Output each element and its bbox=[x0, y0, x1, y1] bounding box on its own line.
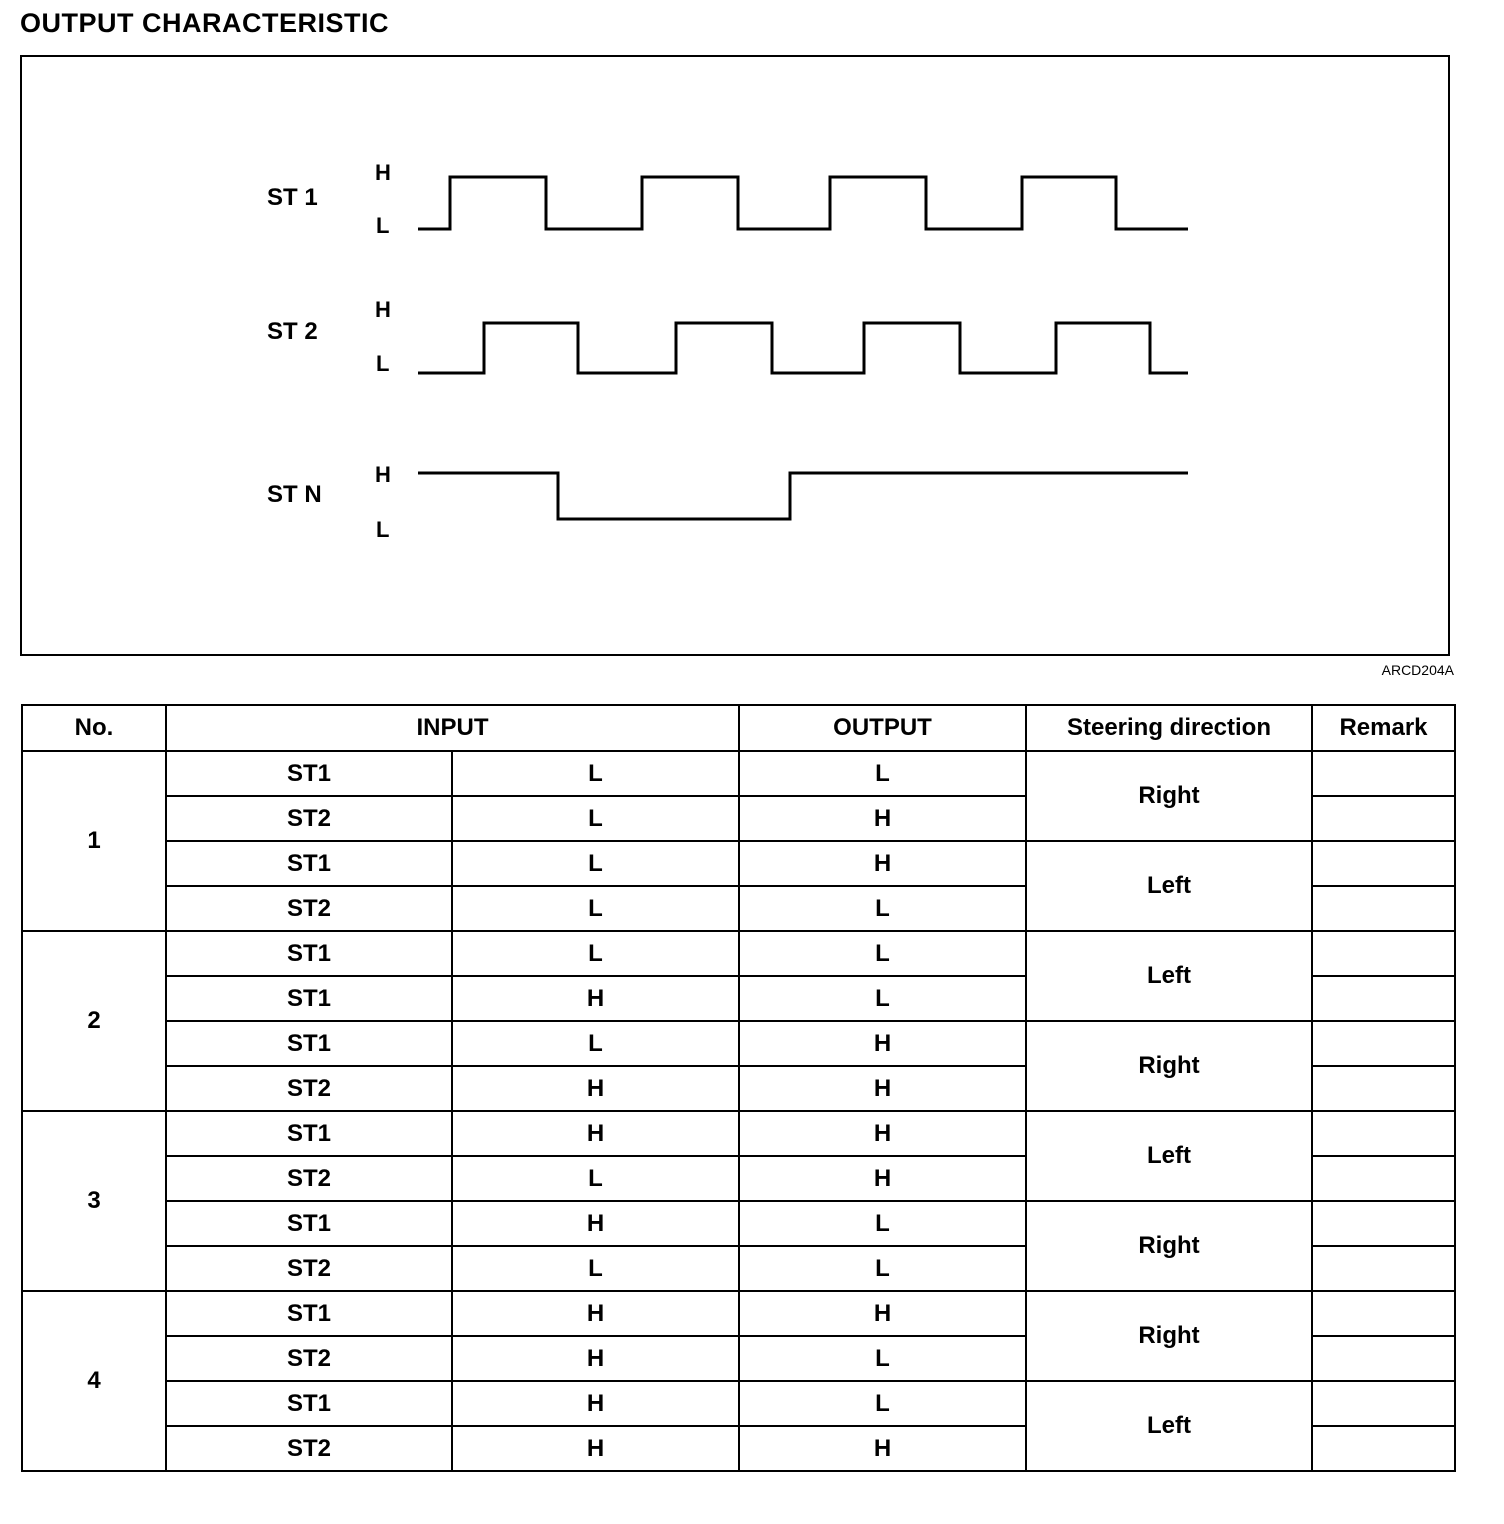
cell-output-level: H bbox=[739, 1066, 1026, 1111]
cell-signal: ST2 bbox=[166, 1336, 452, 1381]
cell-remark bbox=[1312, 1336, 1455, 1381]
cell-output-level: L bbox=[739, 751, 1026, 796]
header-steering-direction: Steering direction bbox=[1026, 705, 1312, 751]
table-row bbox=[22, 1201, 1455, 1246]
cell-remark bbox=[1312, 1381, 1455, 1426]
cell-output-level: L bbox=[739, 1381, 1026, 1426]
cell-input-level: L bbox=[452, 796, 739, 841]
header-output: OUTPUT bbox=[739, 705, 1026, 751]
cell-group-no: 3 bbox=[22, 1111, 166, 1291]
level-low-label: L bbox=[376, 517, 390, 542]
cell-output-level: H bbox=[739, 1111, 1026, 1156]
cell-remark bbox=[1312, 886, 1455, 931]
cell-input-level: H bbox=[452, 1336, 739, 1381]
cell-signal: ST1 bbox=[166, 931, 452, 976]
figure-code: ARCD204A bbox=[1381, 662, 1454, 678]
cell-input-level: L bbox=[452, 1156, 739, 1201]
table-row bbox=[22, 1381, 1455, 1426]
cell-signal: ST2 bbox=[166, 1426, 452, 1471]
cell-steering-direction: Left bbox=[1026, 1381, 1312, 1471]
table-body bbox=[22, 751, 1455, 1471]
cell-group-no: 1 bbox=[22, 751, 166, 931]
cell-signal: ST2 bbox=[166, 796, 452, 841]
cell-remark bbox=[1312, 1021, 1455, 1066]
cell-remark bbox=[1312, 751, 1455, 796]
cell-output-level: L bbox=[739, 1246, 1026, 1291]
cell-remark bbox=[1312, 1111, 1455, 1156]
cell-remark bbox=[1312, 796, 1455, 841]
page-title: OUTPUT CHARACTERISTIC bbox=[20, 8, 389, 38]
table-row bbox=[22, 841, 1455, 886]
cell-signal: ST2 bbox=[166, 1066, 452, 1111]
cell-output-level: H bbox=[739, 1426, 1026, 1471]
table-row bbox=[22, 1111, 1455, 1156]
cell-steering-direction: Left bbox=[1026, 931, 1312, 1021]
table-row bbox=[22, 1021, 1455, 1066]
cell-signal: ST1 bbox=[166, 1111, 452, 1156]
cell-remark bbox=[1312, 1246, 1455, 1291]
cell-signal: ST1 bbox=[166, 841, 452, 886]
cell-input-level: H bbox=[452, 1201, 739, 1246]
signal-waveform bbox=[418, 473, 1188, 519]
cell-output-level: L bbox=[739, 886, 1026, 931]
cell-output-level: H bbox=[739, 841, 1026, 886]
cell-group-no: 2 bbox=[22, 931, 166, 1111]
header-remark: Remark bbox=[1312, 705, 1455, 751]
cell-steering-direction: Right bbox=[1026, 1021, 1312, 1111]
cell-input-level: L bbox=[452, 886, 739, 931]
signal-name-label: ST 2 bbox=[267, 318, 318, 345]
cell-remark bbox=[1312, 1291, 1455, 1336]
header-input: INPUT bbox=[166, 705, 739, 751]
table-row bbox=[22, 931, 1455, 976]
table-header-row bbox=[22, 705, 1455, 751]
cell-input-level: L bbox=[452, 931, 739, 976]
cell-steering-direction: Right bbox=[1026, 1291, 1312, 1381]
signal-waveform bbox=[418, 323, 1188, 373]
cell-steering-direction: Left bbox=[1026, 841, 1312, 931]
cell-steering-direction: Left bbox=[1026, 1111, 1312, 1201]
cell-input-level: L bbox=[452, 1246, 739, 1291]
cell-remark bbox=[1312, 1066, 1455, 1111]
level-high-label: H bbox=[375, 297, 391, 322]
table-row bbox=[22, 751, 1455, 796]
cell-signal: ST1 bbox=[166, 1291, 452, 1336]
cell-signal: ST1 bbox=[166, 1201, 452, 1246]
level-high-label: H bbox=[375, 462, 391, 487]
cell-input-level: L bbox=[452, 841, 739, 886]
cell-signal: ST2 bbox=[166, 1246, 452, 1291]
cell-remark bbox=[1312, 841, 1455, 886]
signal-waveform bbox=[418, 177, 1188, 229]
cell-group-no: 4 bbox=[22, 1291, 166, 1471]
timing-diagram bbox=[20, 55, 1450, 656]
cell-remark bbox=[1312, 1426, 1455, 1471]
table-row bbox=[22, 1291, 1455, 1336]
level-high-label: H bbox=[375, 160, 391, 185]
cell-signal: ST1 bbox=[166, 976, 452, 1021]
cell-output-level: L bbox=[739, 931, 1026, 976]
cell-signal: ST2 bbox=[166, 886, 452, 931]
cell-input-level: H bbox=[452, 1066, 739, 1111]
cell-output-level: H bbox=[739, 1291, 1026, 1336]
cell-input-level: L bbox=[452, 1021, 739, 1066]
cell-remark bbox=[1312, 1156, 1455, 1201]
cell-steering-direction: Right bbox=[1026, 751, 1312, 841]
cell-output-level: L bbox=[739, 1201, 1026, 1246]
cell-signal: ST2 bbox=[166, 1156, 452, 1201]
cell-output-level: H bbox=[739, 1156, 1026, 1201]
cell-input-level: H bbox=[452, 1291, 739, 1336]
level-low-label: L bbox=[376, 351, 390, 376]
cell-output-level: L bbox=[739, 1336, 1026, 1381]
cell-signal: ST1 bbox=[166, 751, 452, 796]
timing-diagram-svg bbox=[22, 57, 1448, 654]
cell-input-level: H bbox=[452, 976, 739, 1021]
cell-input-level: H bbox=[452, 1111, 739, 1156]
cell-remark bbox=[1312, 931, 1455, 976]
cell-signal: ST1 bbox=[166, 1021, 452, 1066]
signal-name-label: ST 1 bbox=[267, 184, 318, 211]
cell-input-level: H bbox=[452, 1426, 739, 1471]
header-no: No. bbox=[22, 705, 166, 751]
cell-output-level: L bbox=[739, 976, 1026, 1021]
cell-signal: ST1 bbox=[166, 1381, 452, 1426]
cell-remark bbox=[1312, 976, 1455, 1021]
signal-name-label: ST N bbox=[267, 481, 322, 508]
cell-remark bbox=[1312, 1201, 1455, 1246]
cell-input-level: L bbox=[452, 751, 739, 796]
truth-table bbox=[21, 704, 1456, 1472]
cell-output-level: H bbox=[739, 1021, 1026, 1066]
level-low-label: L bbox=[376, 213, 390, 238]
cell-steering-direction: Right bbox=[1026, 1201, 1312, 1291]
cell-output-level: H bbox=[739, 796, 1026, 841]
cell-input-level: H bbox=[452, 1381, 739, 1426]
